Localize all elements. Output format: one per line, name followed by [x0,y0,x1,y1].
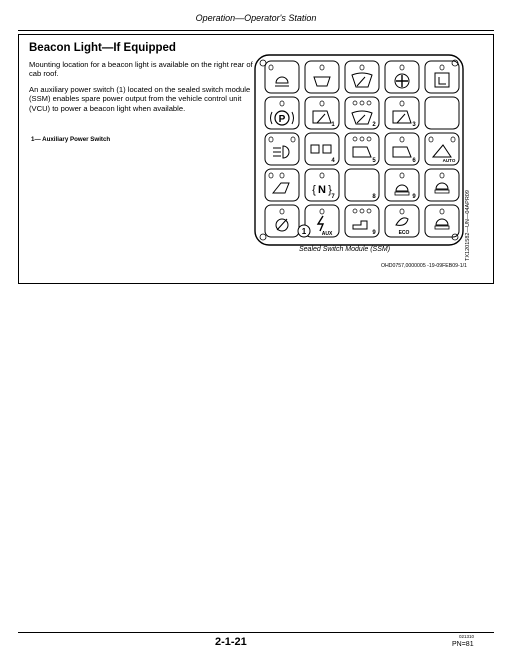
page-header [18,10,494,31]
callout-legend: 1— Auxiliary Power Switch [31,136,111,143]
figure-caption: Sealed Switch Module (SSM) [299,246,391,253]
svg-text:8: 8 [372,194,376,200]
svg-text:AUX: AUX [321,231,333,237]
callout-1-marker [298,225,310,237]
section-title: Beacon Light—If Equipped [29,42,176,54]
footer-code: 021310 [459,634,475,639]
svg-text:3: 3 [412,122,416,128]
paragraph-mounting: Mounting location for a beacon light is available on the right rear of cab roof. [29,60,253,79]
svg-text:5: 5 [372,158,376,164]
svg-text:6: 6 [412,158,416,164]
svg-text:1: 1 [301,227,307,236]
pn-number: PN=81 [452,641,474,648]
svg-text:ECO: ECO [398,230,410,236]
svg-text:7: 7 [331,194,335,200]
ssm-panel-illustration [253,53,467,249]
svg-text:9: 9 [412,194,416,200]
svg-text:AUTO: AUTO [442,158,456,163]
footer-rule [18,632,494,633]
svg-text:}: } [328,184,332,196]
figure-side-id: TX1201582—UN—04APR09 [465,190,471,261]
reference-code: OHD0757,0000005 ‑19‑09FEB09‑1/1 [381,263,467,269]
svg-text:9: 9 [372,230,376,236]
svg-text:2: 2 [372,122,376,128]
page-number: 2-1-21 [215,636,247,648]
svg-text:1: 1 [331,122,335,128]
svg-text:P: P [278,114,286,125]
header-title: Operation—Operator's Station [195,13,317,23]
svg-text:{: { [312,184,316,196]
paragraph-aux-power: An auxiliary power switch (1) located on the sealed switch module (SSM) enables spare power output from the vehicle control unit (VCU) to power a beacon light when available. [29,85,251,113]
svg-text:4: 4 [331,158,335,164]
svg-text:N: N [318,184,326,196]
